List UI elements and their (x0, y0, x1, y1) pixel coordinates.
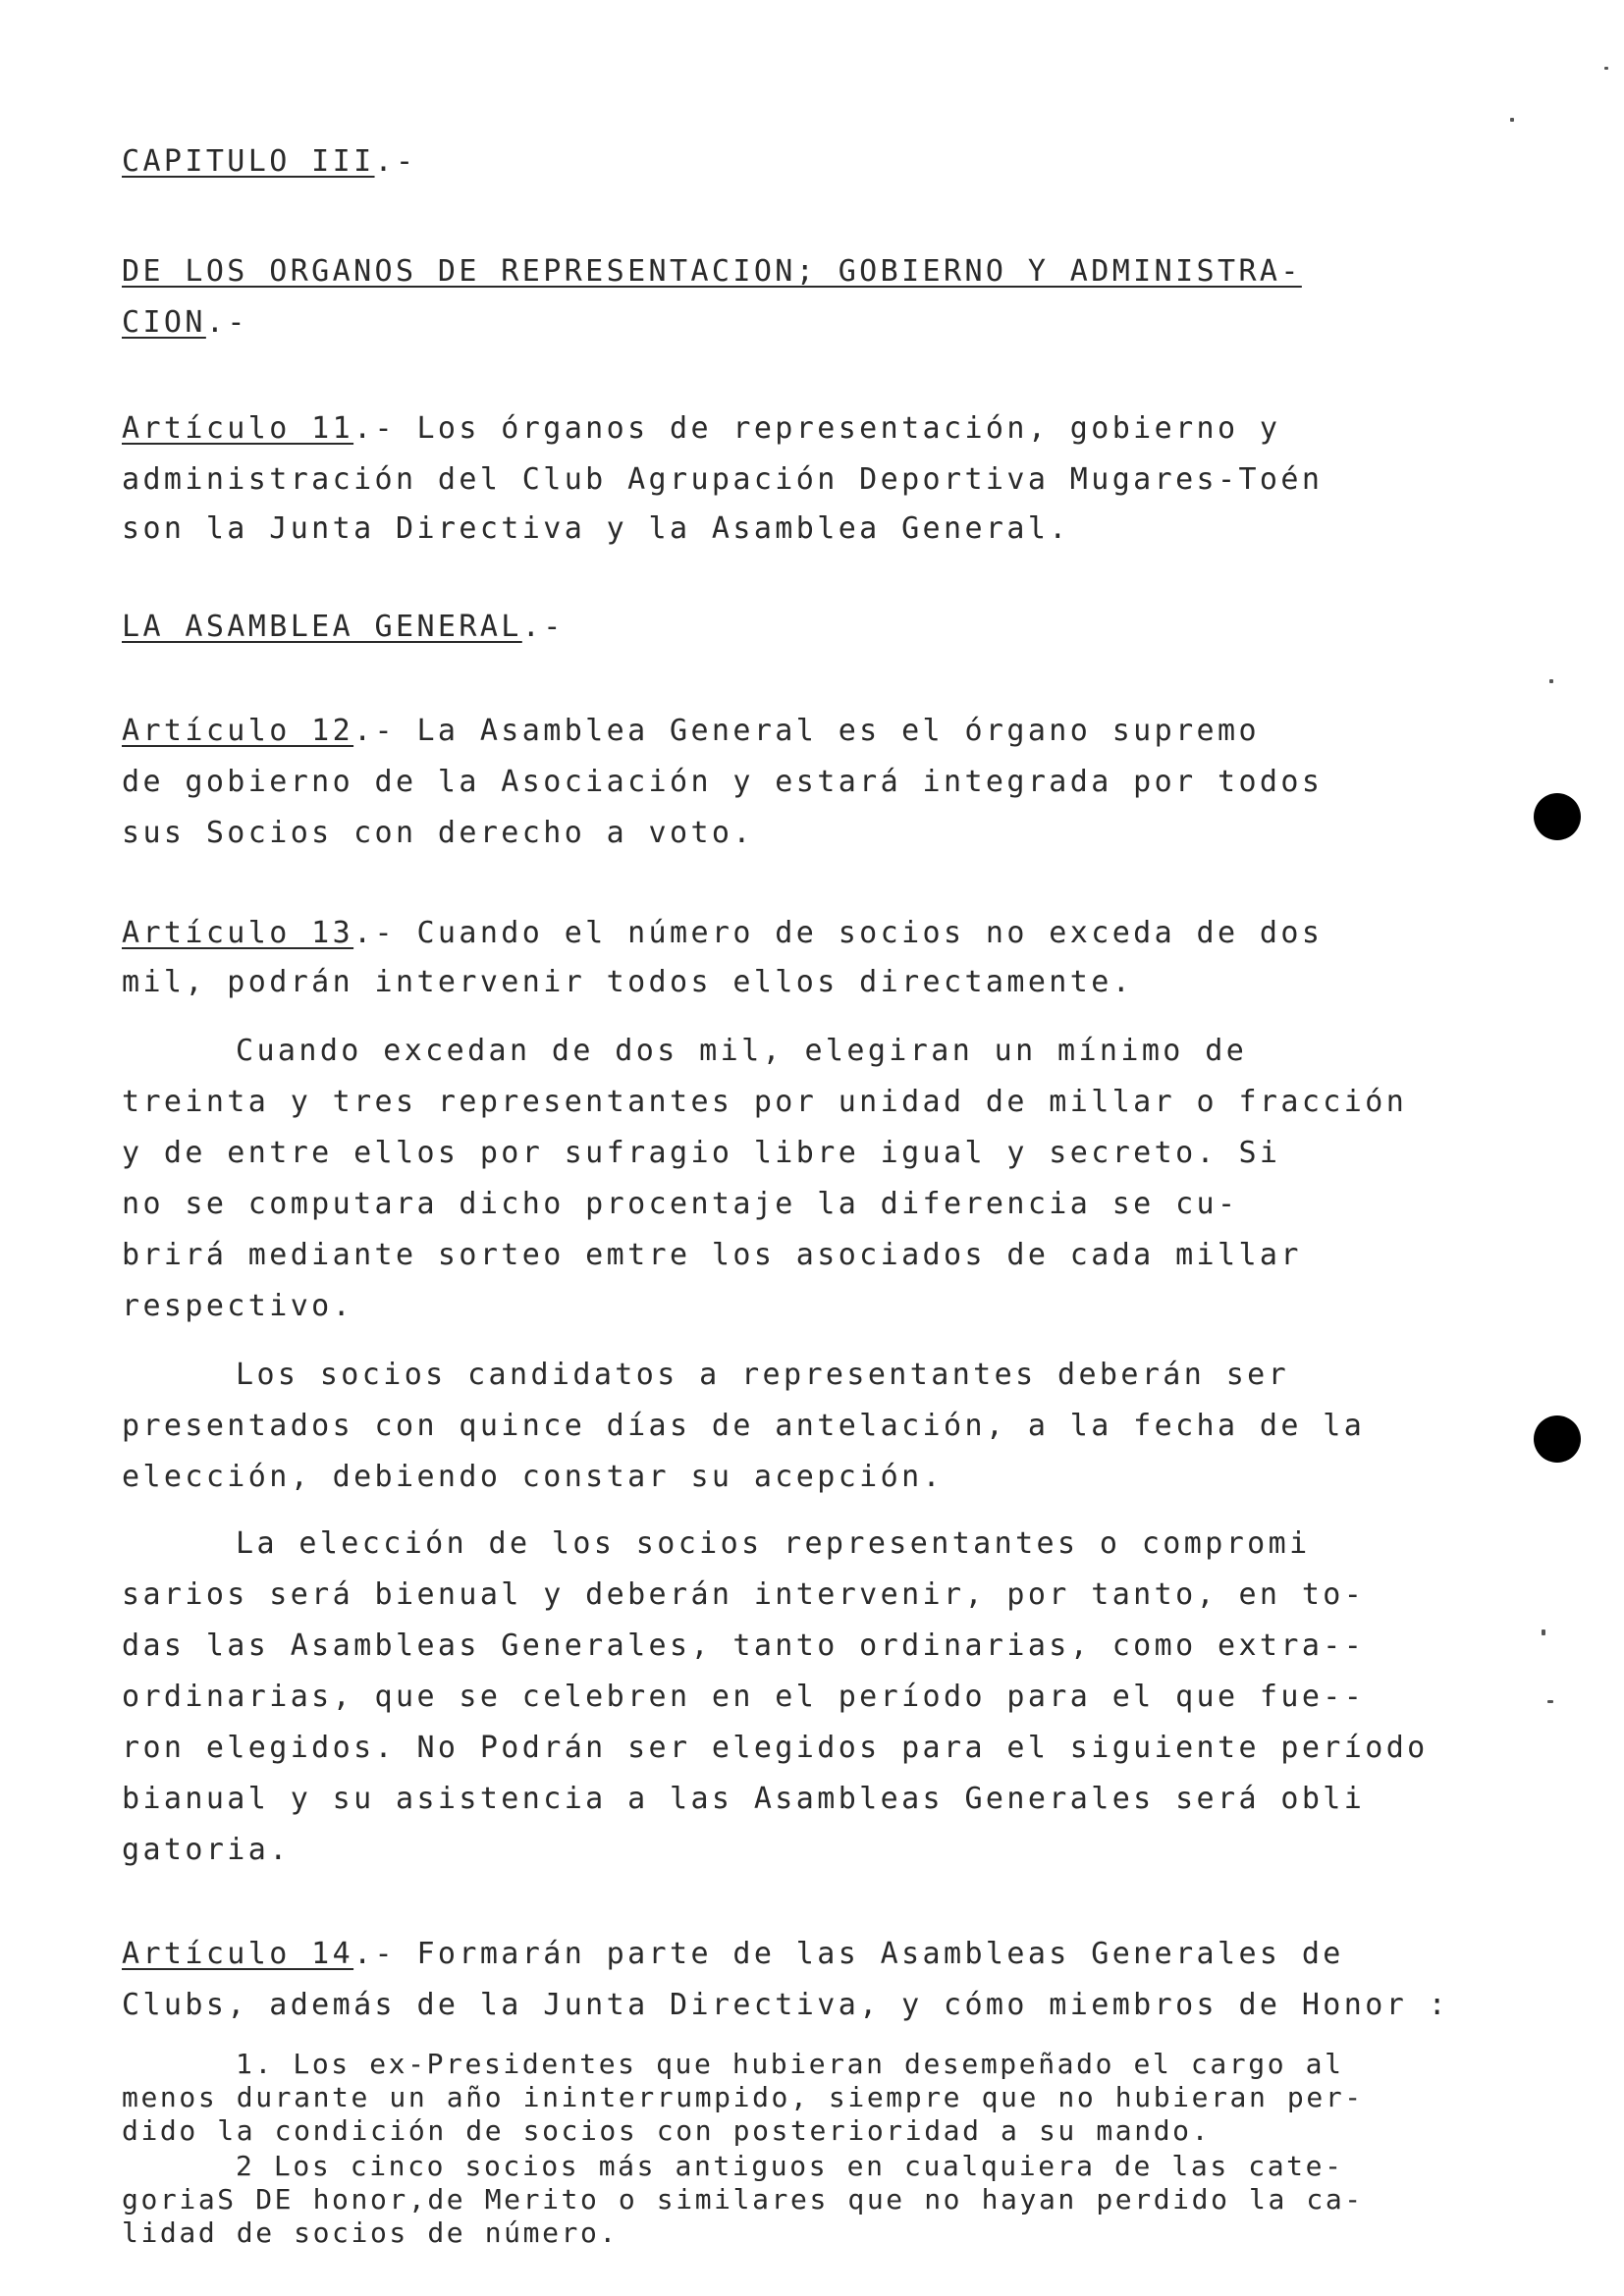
article-14-item-line: 1. Los ex-Presidentes que hubieran desempeñado el cargo al (236, 2048, 1344, 2080)
section-title-line-1: DE LOS ORGANOS DE REPRESENTACION; GOBIERNO Y ADMINISTRA- (122, 254, 1302, 289)
scan-speck (1604, 67, 1608, 70)
article-13-para2-line: Cuando excedan de dos mil, elegiran un mínimo de (236, 1034, 1248, 1068)
article-13-para4-line: sarios será bienual y deberán intervenir, por tanto, en to- (122, 1577, 1366, 1612)
article-13-para4-line: das las Asambleas Generales, tanto ordinarias, como extra-- (122, 1629, 1366, 1663)
punch-hole (1534, 793, 1581, 840)
article-11-line: administración del Club Agrupación Deportiva Mugares-Toén (122, 462, 1324, 497)
article-13-para3-line: Los socios candidatos a representantes deberán ser (236, 1358, 1290, 1392)
article-13-para2-line: respectivo. (122, 1289, 354, 1323)
article-14-item-line: lidad de socios de número. (122, 2216, 619, 2249)
article-13-para2-line: treinta y tres representantes por unidad de millar o fracción (122, 1085, 1408, 1119)
article-11-label: Artículo 11 (122, 411, 354, 446)
article-12-lead: Artículo 12.- La Asamblea General es el órgano supremo (122, 714, 1260, 748)
scan-speck (1549, 679, 1553, 683)
article-13-para3-line: presentados con quince días de antelación, a la fecha de la (122, 1409, 1366, 1443)
asamblea-heading: LA ASAMBLEA GENERAL.- (122, 610, 565, 644)
article-13-para3-line: elección, debiendo constar su acepción. (122, 1460, 944, 1494)
article-14-item-line: dido la condición de socios con posterioridad a su mando. (122, 2114, 1212, 2147)
article-13-para2-line: no se computara dicho procentaje la diferencia se cu- (122, 1187, 1239, 1221)
article-14-item-line: 2 Los cinco socios más antiguos en cualquiera de las cate- (236, 2150, 1344, 2182)
scan-speck (1542, 1629, 1545, 1635)
article-13-lead: Artículo 13.- Cuando el número de socios no exceda de dos (122, 916, 1324, 950)
article-14-item-line: goriaS DE honor,de Merito o similares que no hayan perdido la ca- (122, 2183, 1364, 2216)
article-11-lead: Artículo 11.- Los órganos de representación, gobierno y (122, 411, 1281, 446)
article-13-line: mil, podrán intervenir todos ellos directamente. (122, 965, 1134, 999)
article-13-para2-line: y de entre ellos por sufragio libre igual y secreto. Si (122, 1136, 1281, 1170)
punch-hole (1534, 1415, 1581, 1463)
article-13-label: Artículo 13 (122, 916, 354, 950)
article-14-label: Artículo 14 (122, 1937, 354, 1971)
article-12-line: sus Socios con derecho a voto. (122, 816, 754, 850)
article-13-para4-line: La elección de los socios representantes o compromi (236, 1526, 1311, 1561)
chapter-heading: CAPITULO III.- (122, 144, 417, 179)
section-title-line-2: CION.- (122, 305, 248, 340)
scan-speck (1547, 1700, 1553, 1703)
chapter-heading-label: CAPITULO III (122, 144, 375, 179)
article-12-label: Artículo 12 (122, 714, 354, 748)
article-13-para4-line: ron elegidos. No Podrán ser elegidos para el siguiente período (122, 1731, 1429, 1765)
article-14-item-line: menos durante un año ininterrumpido, siempre que no hubieran per- (122, 2081, 1364, 2113)
article-14-line: Clubs, además de la Junta Directiva, y cómo miembros de Honor : (122, 1988, 1450, 2022)
article-11-line: son la Junta Directiva y la Asamblea General. (122, 511, 1070, 546)
article-13-para4-line: ordinarias, que se celebren en el período para el que fue-- (122, 1680, 1366, 1714)
article-13-para4-line: gatoria. (122, 1833, 291, 1867)
article-13-para4-line: bianual y su asistencia a las Asambleas Generales será obli (122, 1782, 1366, 1816)
article-12-line: de gobierno de la Asociación y estará integrada por todos (122, 765, 1324, 799)
scan-speck (1510, 118, 1514, 122)
article-13-para2-line: brirá mediante sorteo emtre los asociados de cada millar (122, 1238, 1302, 1272)
article-14-lead: Artículo 14.- Formarán parte de las Asambleas Generales de (122, 1937, 1344, 1971)
